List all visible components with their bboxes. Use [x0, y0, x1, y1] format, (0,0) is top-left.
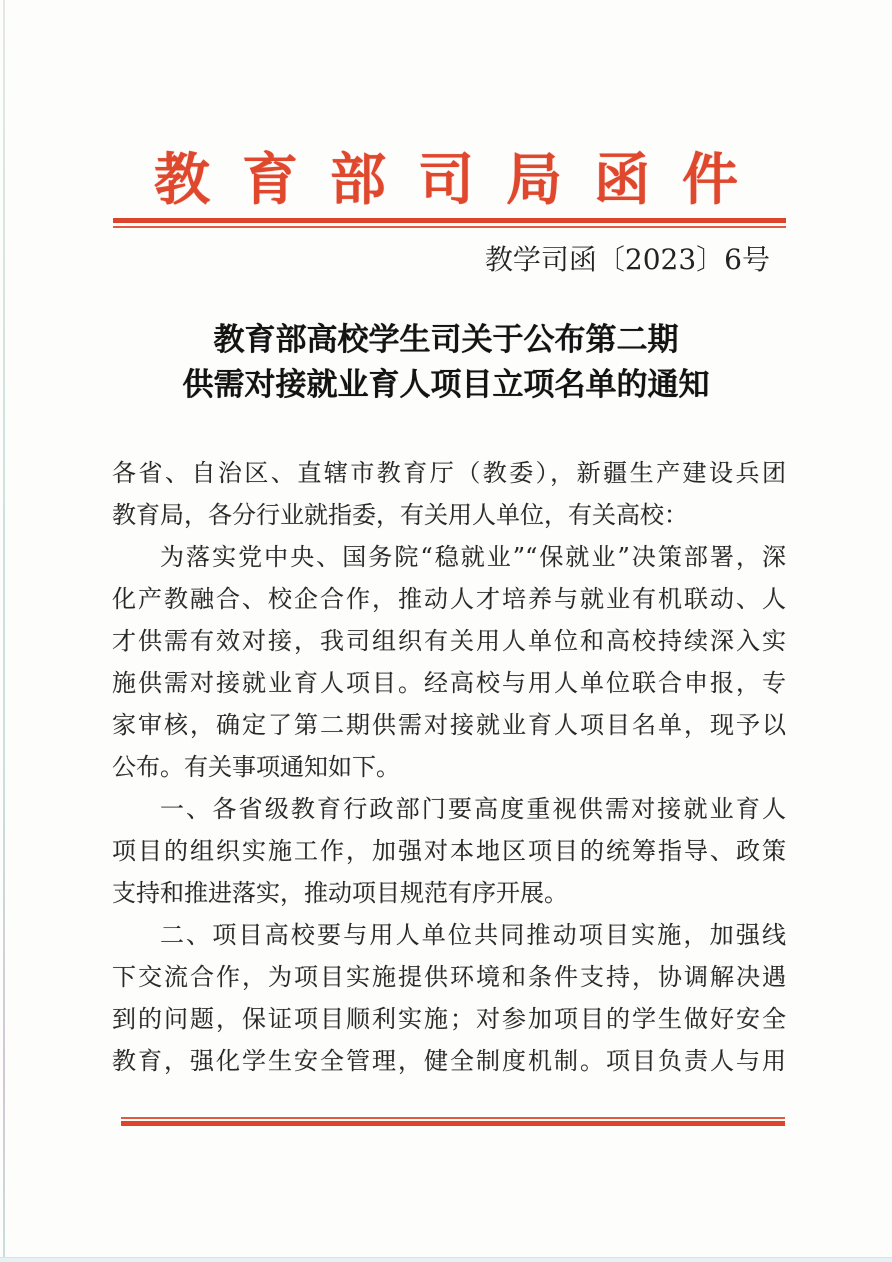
body-line: 化产教融合、校企合作，推动人才培养与就业有机联动、人: [112, 585, 786, 613]
body-line: 才供需有效对接，我司组织有关用人单位和高校持续深入实: [112, 627, 786, 655]
notice-title: [0, 318, 892, 408]
body-line: 到的问题，保证项目顺利实施；对参加项目的学生做好安全: [112, 1005, 786, 1033]
body-line: 二、项目高校要与用人单位共同推动项目实施，加强线: [160, 921, 786, 949]
document-number: 教学司函〔2023〕6号: [484, 243, 770, 276]
separator-thin-line: [121, 1117, 785, 1119]
separator-thick-line: [121, 1121, 785, 1126]
body-line: 一、各省级教育行政部门要高度重视供需对接就业育人: [160, 795, 786, 823]
body-line: 下交流合作，为项目实施提供环境和条件支持，协调解决遇: [112, 963, 786, 991]
body-line: 支持和推进落实，推动项目规范有序开展。: [112, 879, 568, 907]
body-line: 家审核，确定了第二期供需对接就业育人项目名单，现予以: [112, 711, 786, 739]
notice-body: [112, 452, 786, 1082]
body-line: 项目的组织实施工作，加强对本地区项目的统筹指导、政策: [112, 837, 786, 865]
body-line: 教育，强化学生安全管理，健全制度机制。项目负责人与用: [112, 1047, 786, 1075]
scan-artifact-bottom-edge: [0, 1257, 892, 1262]
notice-title-line2: 供需对接就业育人项目立项名单的通知: [182, 367, 710, 403]
body-line: 各省、自治区、直辖市教育厅（教委），新疆生产建设兵团: [112, 459, 786, 487]
body-line: 施供需对接就业育人项目。经高校与用人单位联合申报，专: [112, 669, 786, 697]
body-line: 为落实党中央、国务院“稳就业”“保就业”决策部署，深: [160, 543, 786, 571]
letterhead-title: 教育部司局函件: [154, 147, 770, 213]
body-line: 公布。有关事项通知如下。: [112, 753, 400, 781]
scan-artifact-left-edge: [3, 0, 5, 1262]
separator-thick-line: [113, 218, 786, 223]
notice-title-line1: 教育部高校学生司关于公布第二期: [213, 322, 679, 358]
separator-thin-line: [113, 226, 786, 228]
body-line: 教育局，各分行业就指委，有关用人单位，有关高校：: [112, 501, 688, 529]
footer-separator: [121, 1117, 785, 1126]
letterhead-separator: [113, 218, 786, 228]
